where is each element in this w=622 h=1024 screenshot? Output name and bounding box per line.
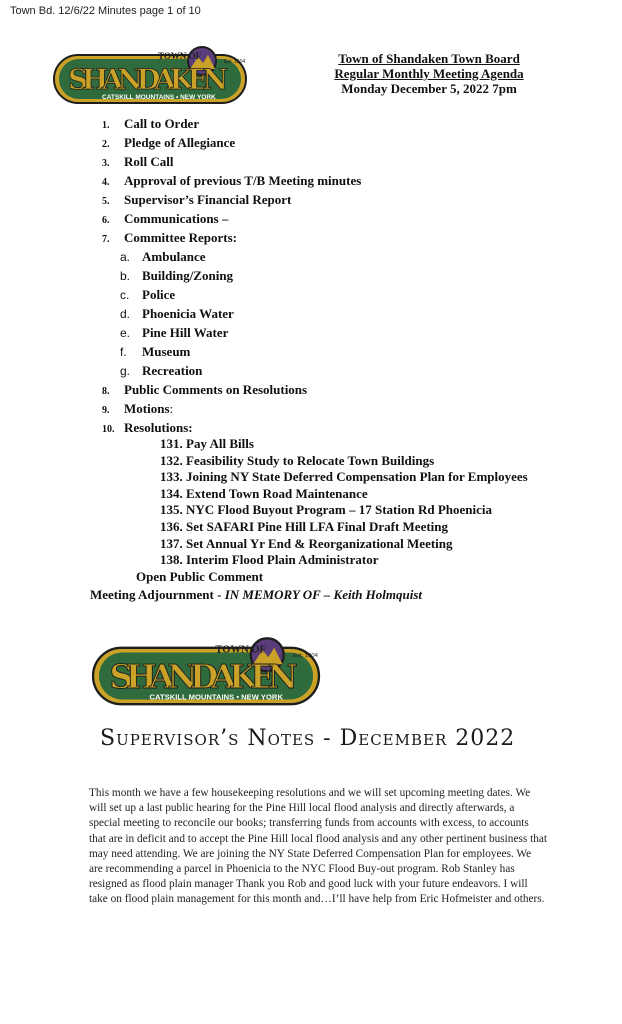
committee-item: d. Phoenicia Water <box>120 306 234 321</box>
committee-item: a. Ambulance <box>120 249 206 264</box>
meeting-adjournment: Meeting Adjournment - IN MEMORY OF – Keith Holmquist <box>90 587 423 602</box>
page-header: Town Bd. 12/6/22 Minutes page 1 of 10 <box>10 5 201 17</box>
agenda-list <box>102 114 361 437</box>
committee-item: f. Museum <box>120 344 191 359</box>
agenda-title <box>316 51 542 96</box>
agenda-title-line3: Monday December 5, 2022 7pm <box>341 81 517 96</box>
agenda-title-line2: Regular Monthly Meeting Agenda <box>334 66 524 81</box>
logo-est: Est. 1804 <box>224 59 246 65</box>
agenda-item: 1. Call to Order <box>102 116 200 131</box>
agenda-item: 9. Motions: <box>102 401 174 416</box>
logo-town-of: TOWN OF <box>215 644 267 656</box>
resolution-item: 132. Feasibility Study to Relocate Town Buildings <box>160 452 435 468</box>
open-public-comment: Open Public Comment <box>136 569 264 584</box>
resolution-item: 138. Interim Flood Plain Administrator <box>160 552 379 568</box>
supervisor-notes-body <box>89 786 547 908</box>
committee-item: b. Building/Zoning <box>120 268 234 283</box>
committee-item: e. Pine Hill Water <box>120 325 229 340</box>
town-logo-bottom <box>86 636 326 716</box>
committee-item: g. Recreation <box>120 363 203 378</box>
resolution-item: 133. Joining NY State Deferred Compensation Plan for Employees <box>160 469 528 485</box>
resolution-item: 131. Pay All Bills <box>160 436 254 451</box>
logo-name: SHANDAKEN <box>68 63 228 96</box>
resolution-item: 135. NYC Flood Buyout Program – 17 Station Rd Phoenicia <box>160 502 492 518</box>
agenda-item: 4. Approval of previous T/B Meeting minutes <box>102 173 362 188</box>
logo-town-of: TOWN OF <box>158 51 202 61</box>
agenda-item: 5. Supervisor’s Financial Report <box>102 192 292 207</box>
logo-tagline: CATSKILL MOUNTAINS • NEW YORK <box>149 692 283 702</box>
agenda-title-line1: Town of Shandaken Town Board <box>338 51 520 66</box>
resolution-item: 134. Extend Town Road Maintenance <box>160 485 368 501</box>
agenda-item: 8. Public Comments on Resolutions <box>102 382 308 397</box>
logo-tagline: CATSKILL MOUNTAINS • NEW YORK <box>102 94 216 101</box>
town-logo-top <box>50 45 250 113</box>
notes-paragraph: This month we have a few housekeeping resolutions and we will set upcoming meeting dates. We will set up a last public hearing for the Pine Hill local flood analysis and directly afterwards, a special meeting to reconcile our books; transferring funds from accounts with excess, to accounts that are in deficit and to accept the Pine Hill local flood analysis and any other pertinent business that may need attending. We are joining the NY State Deferred Compensation Plan for employees. We are recommending a parcel in Phoenicia to the NYC Flood Buy-out program. Rob Stanley has resigned as flood plain manager Thank you Rob and good luck with your future endeavors. I will take on flood plain management for this month and…I’ll have help from Eric Hofmeister and others. <box>89 787 548 906</box>
agenda-item: 2. Pledge of Allegiance <box>102 135 236 150</box>
committee-item: c. Police <box>120 287 176 302</box>
resolution-item: 137. Set Annual Yr End & Reorganizational Meeting <box>160 535 453 551</box>
resolution-item: 136. Set SAFARI Pine Hill LFA Final Draft Meeting <box>160 518 449 534</box>
agenda-item: 10. Resolutions: <box>102 420 193 435</box>
agenda-item: 6. Communications – <box>102 211 229 226</box>
agenda-item: 3. Roll Call <box>102 154 174 169</box>
logo-est: Est. 1804 <box>293 653 318 660</box>
agenda-item: 7. Committee Reports: <box>102 230 237 245</box>
logo-name: SHANDAKEN <box>109 656 298 696</box>
resolutions-list <box>160 436 528 569</box>
supervisor-notes-title: Supervisor’s Notes - December 2022 <box>100 726 516 751</box>
